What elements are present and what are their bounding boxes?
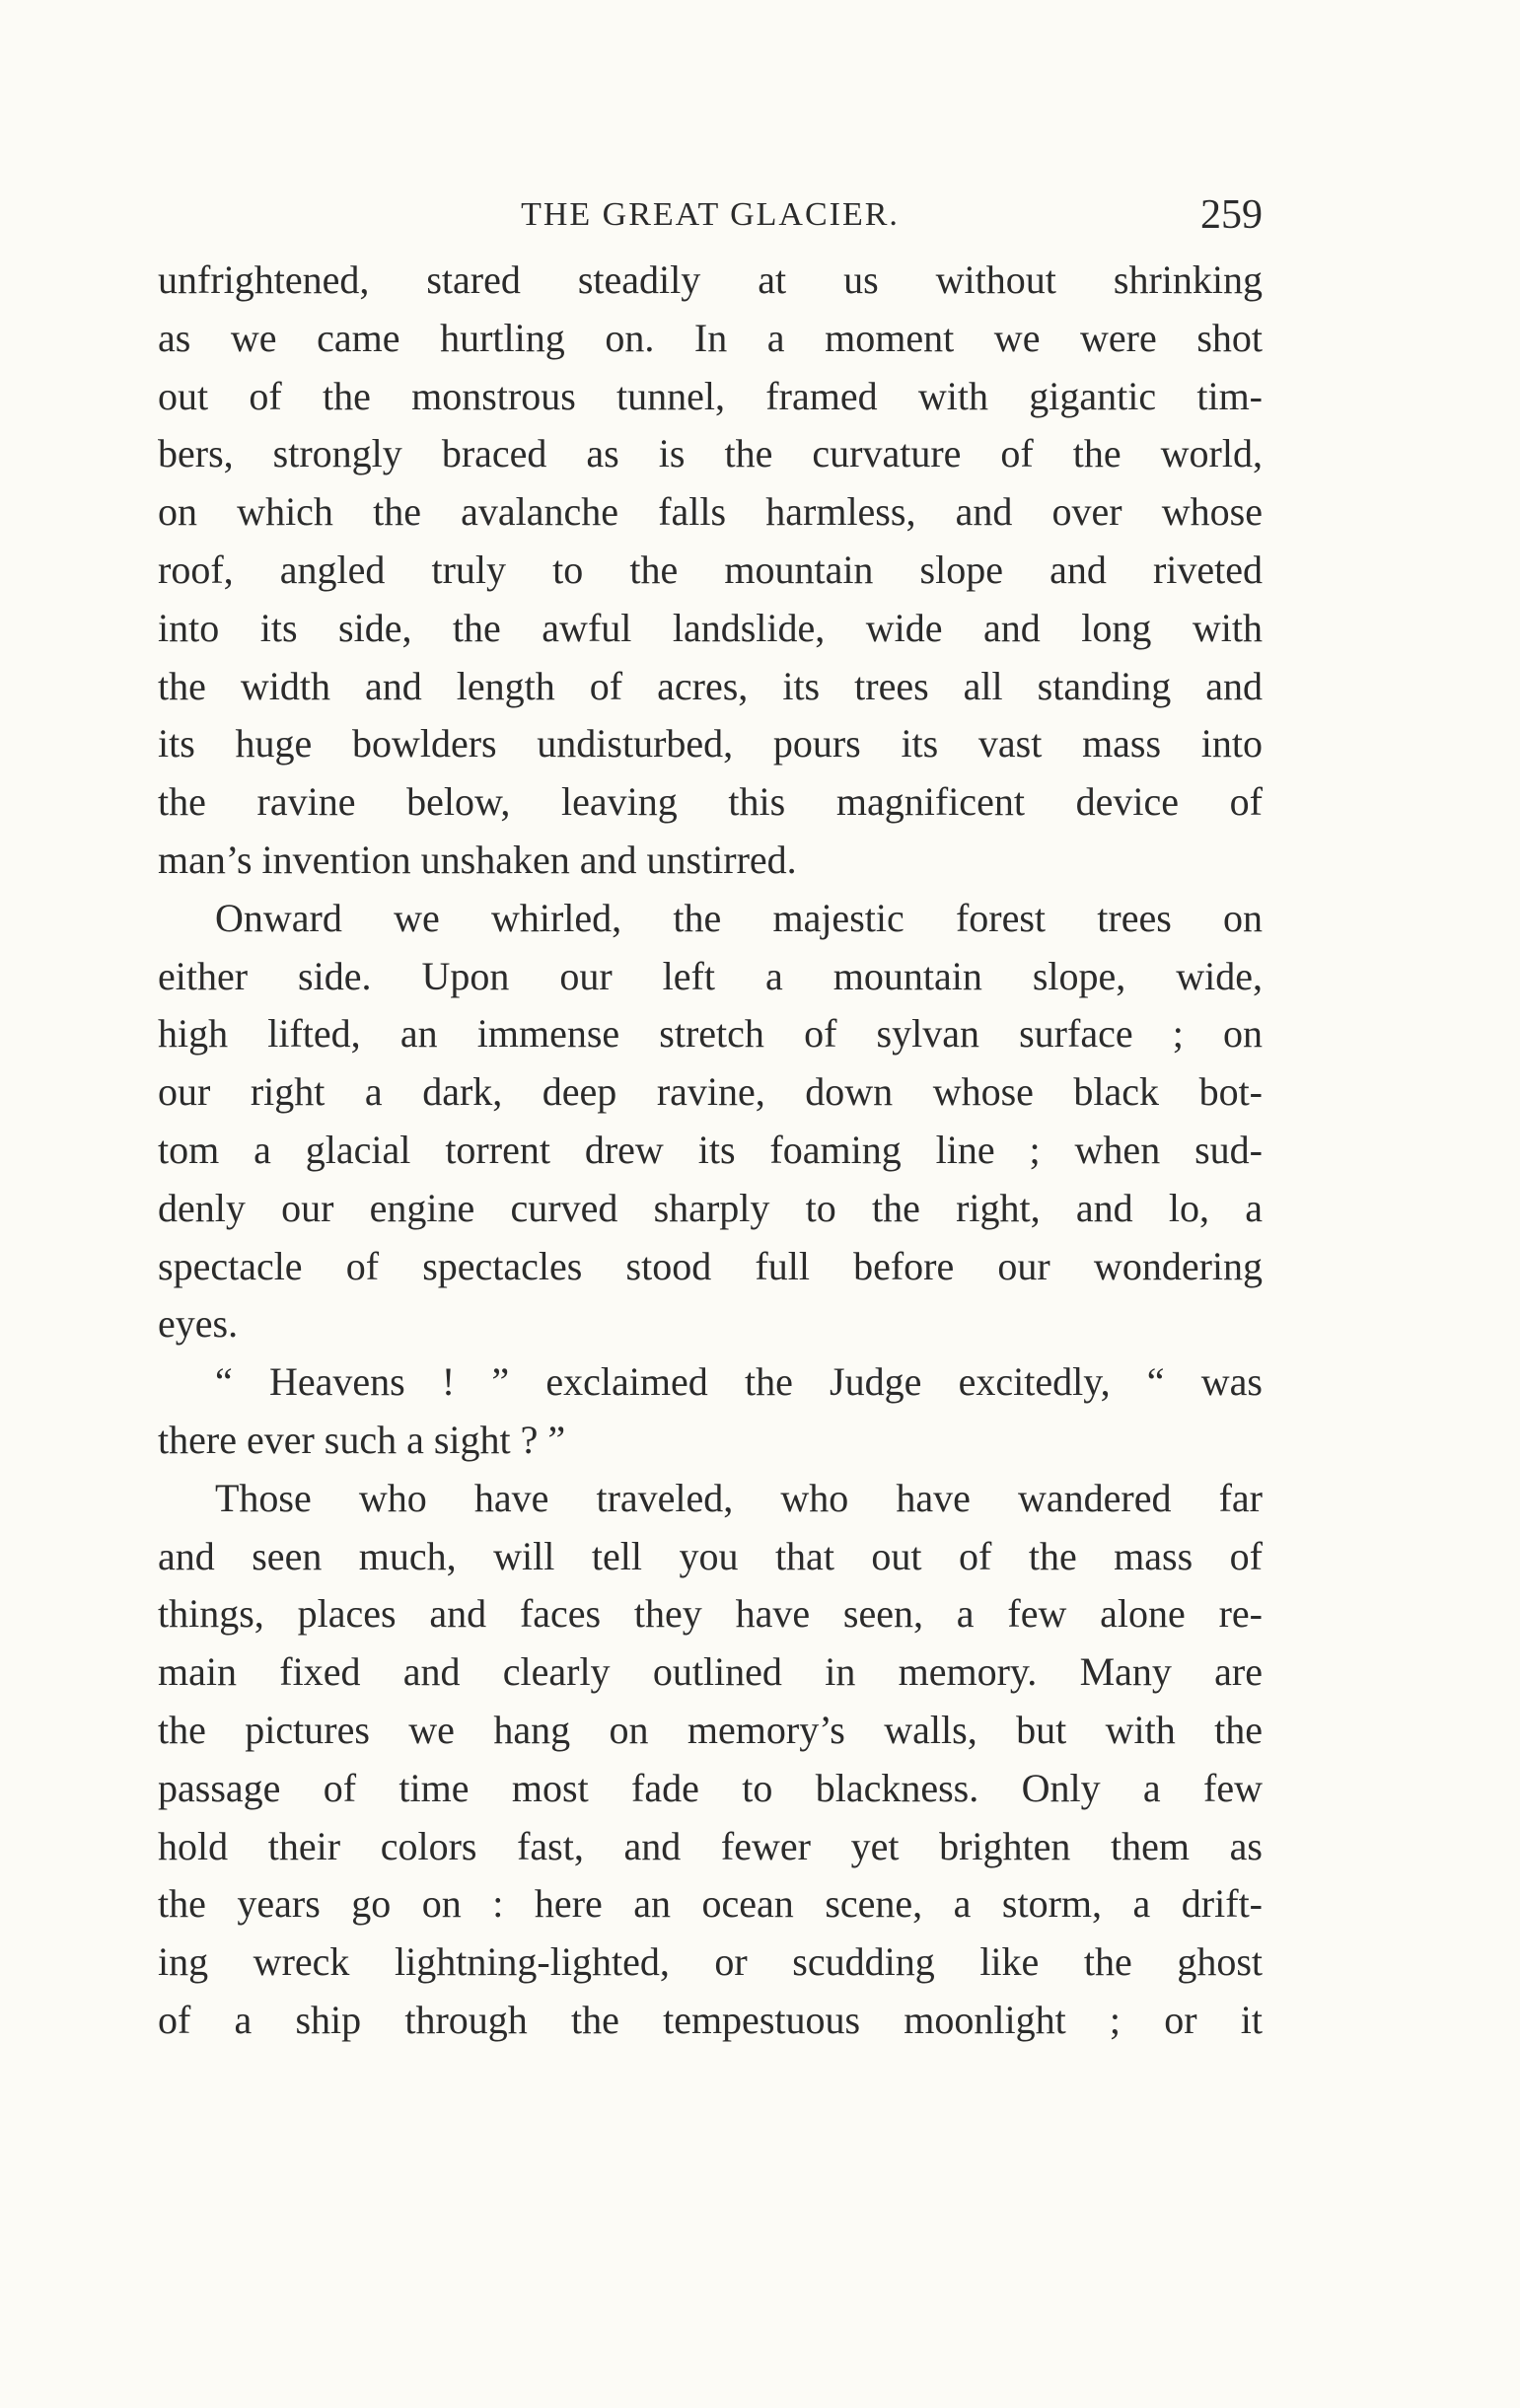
text-line: out of the monstrous tunnel, framed with gigantic tim- bbox=[158, 373, 1263, 418]
text-line: the years go on : here an ocean scene, a storm, a drift- bbox=[158, 1881, 1263, 1927]
text-line: things, places and faces they have seen, a few alone re- bbox=[158, 1591, 1263, 1637]
text-line: our right a dark, deep ravine, down whose black bot- bbox=[158, 1069, 1263, 1115]
text-line: Onward we whirled, the majestic forest trees on bbox=[215, 895, 1263, 940]
text-line: Those who have traveled, who have wandered far bbox=[215, 1475, 1263, 1520]
page-number: 259 bbox=[1200, 192, 1263, 238]
text-line: the ravine below, leaving this magnificent device of bbox=[158, 779, 1263, 825]
text-line: main fixed and clearly outlined in memory. Many are bbox=[158, 1649, 1263, 1695]
text-line: and seen much, will tell you that out of the mass of bbox=[158, 1533, 1263, 1578]
text-line: tom a glacial torrent drew its foaming line ; when sud- bbox=[158, 1127, 1263, 1172]
body-text bbox=[158, 252, 1263, 2050]
text-line: man’s invention unshaken and unstirred. bbox=[158, 837, 797, 882]
text-line: passage of time most fade to blackness. Only a few bbox=[158, 1765, 1263, 1810]
text-line: into its side, the awful landslide, wide and long with bbox=[158, 605, 1263, 650]
text-line: roof, angled truly to the mountain slope and riveted bbox=[158, 547, 1263, 592]
text-line: denly our engine curved sharply to the right, and lo, a bbox=[158, 1185, 1263, 1230]
text-line: ing wreck lightning-lighted, or scudding like the ghost bbox=[158, 1939, 1263, 1985]
running-head bbox=[158, 185, 1263, 245]
text-line: “ Heavens ! ” exclaimed the Judge excitedly, “ was bbox=[215, 1359, 1263, 1405]
running-title: THE GREAT GLACIER. bbox=[521, 196, 900, 233]
text-line: on which the avalanche falls harmless, and over whose bbox=[158, 489, 1263, 535]
text-line: its huge bowlders undisturbed, pours its vast mass into bbox=[158, 721, 1263, 766]
text-line: as we came hurtling on. In a moment we were shot bbox=[158, 315, 1263, 360]
text-line: eyes. bbox=[158, 1301, 239, 1347]
text-line: either side. Upon our left a mountain slope, wide, bbox=[158, 953, 1263, 998]
text-line: of a ship through the tempestuous moonlight ; or it bbox=[158, 1997, 1263, 2042]
text-line: spectacle of spectacles stood full before our wondering bbox=[158, 1243, 1263, 1288]
text-line: bers, strongly braced as is the curvature of the world, bbox=[158, 431, 1263, 476]
text-line: high lifted, an immense stretch of sylvan surface ; on bbox=[158, 1011, 1263, 1057]
text-line: hold their colors fast, and fewer yet brighten them as bbox=[158, 1823, 1263, 1868]
text-line: unfrightened, stared steadily at us without shrinking bbox=[158, 257, 1263, 302]
text-line: the pictures we hang on memory’s walls, but with the bbox=[158, 1707, 1263, 1752]
text-line: there ever such a sight ? ” bbox=[158, 1417, 566, 1462]
text-line: the width and length of acres, its trees all standing and bbox=[158, 663, 1263, 708]
